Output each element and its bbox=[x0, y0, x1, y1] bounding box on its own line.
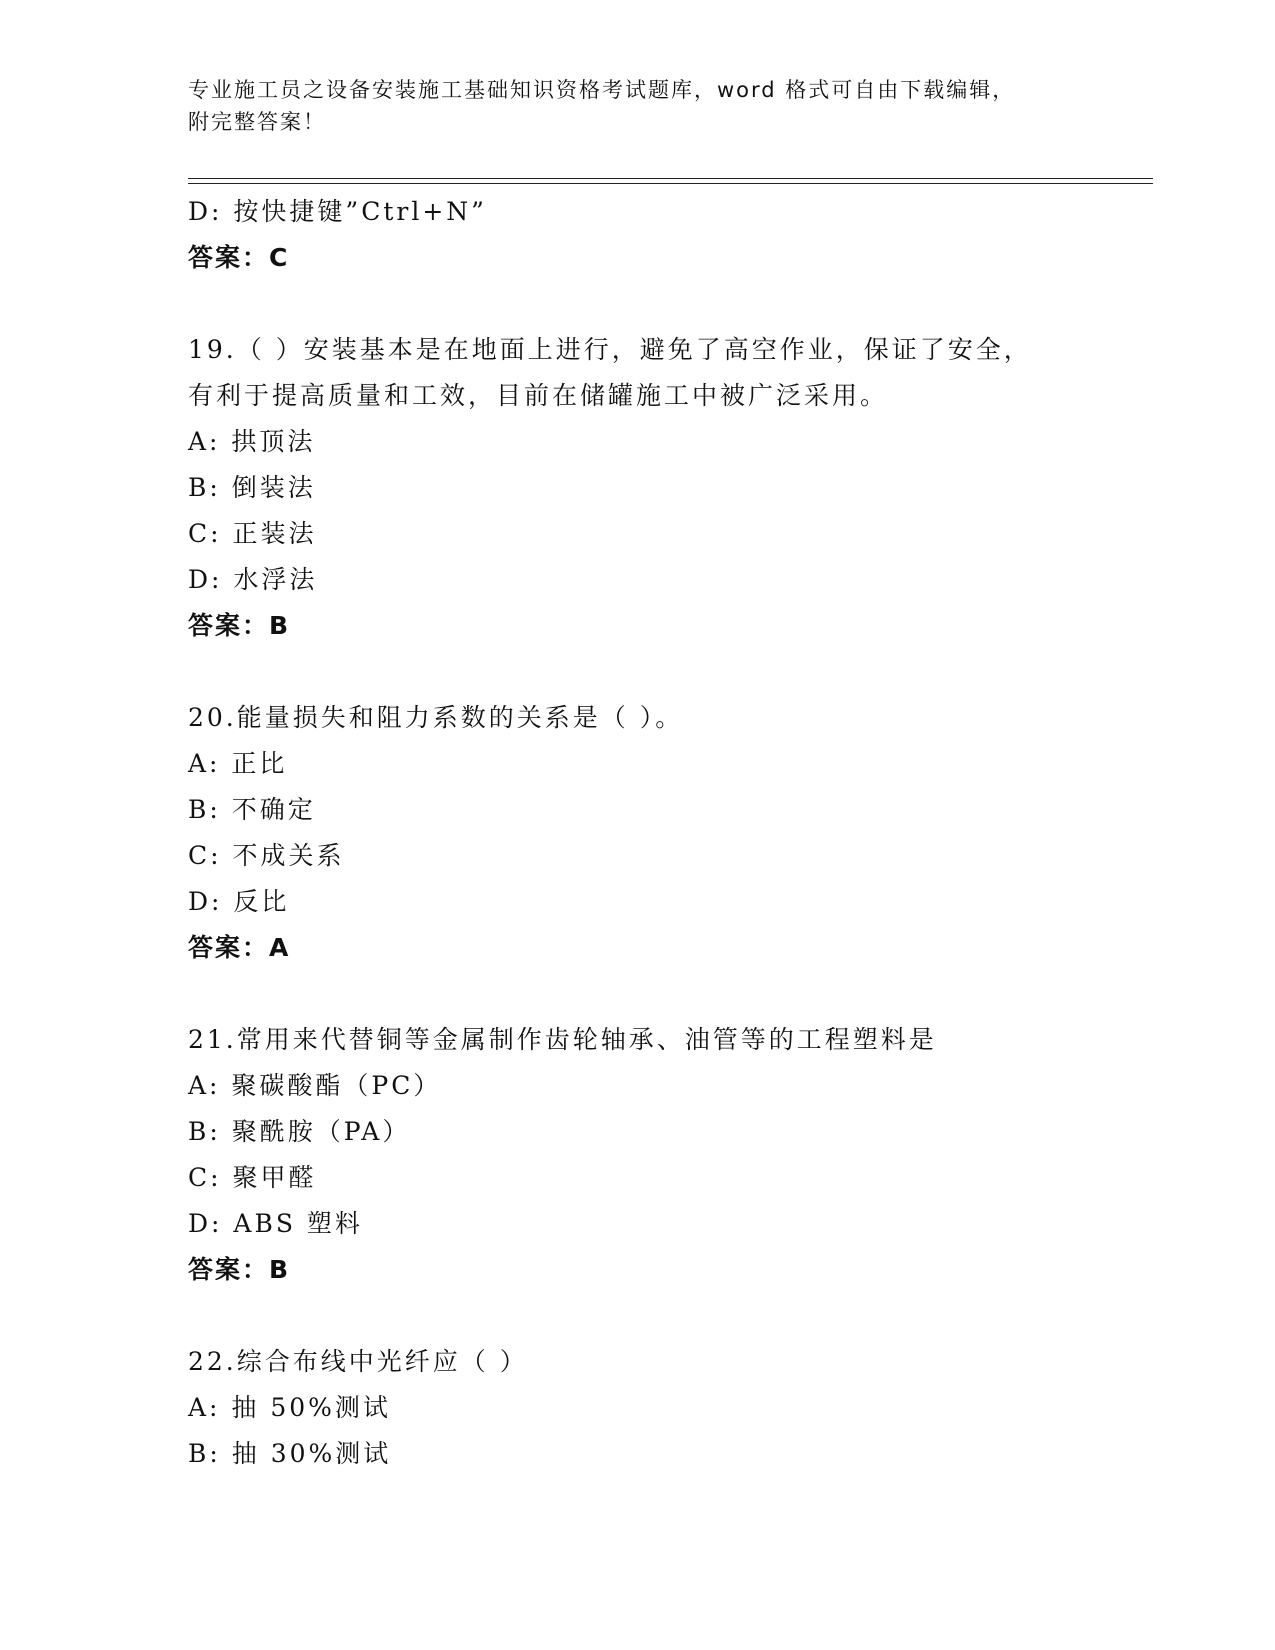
option-a: A: 拱顶法 bbox=[188, 427, 316, 456]
option-d: D: 水浮法 bbox=[188, 565, 318, 594]
option-a: A: 正比 bbox=[188, 749, 288, 778]
header-line-2: 附完整答案！ bbox=[188, 110, 326, 134]
question-stem: 20.能量损失和阻力系数的关系是（ ）。 bbox=[188, 703, 684, 732]
prev-answer: 答案：C bbox=[188, 243, 290, 272]
question-22 bbox=[188, 1339, 1153, 1477]
spacer bbox=[188, 281, 1153, 327]
option-d: D: ABS 塑料 bbox=[188, 1209, 363, 1238]
option-b: B: 倒装法 bbox=[188, 473, 316, 502]
spacer bbox=[188, 971, 1153, 1017]
option-a: A: 聚碳酸酯（PC） bbox=[188, 1071, 442, 1100]
document-header bbox=[188, 74, 1088, 138]
answer: 答案：A bbox=[188, 933, 291, 962]
question-stem: 21.常用来代替铜等金属制作齿轮轴承、油管等的工程塑料是 bbox=[188, 1025, 937, 1054]
option-c: C: 聚甲醛 bbox=[188, 1163, 317, 1192]
question-stem-cont: 有利于提高质量和工效，目前在储罐施工中被广泛采用。 bbox=[188, 381, 889, 410]
header-line-1: 专业施工员之设备安装施工基础知识资格考试题库，word 格式可自由下载编辑， bbox=[188, 78, 1016, 102]
option-b: B: 不确定 bbox=[188, 795, 316, 824]
option-b: B: 聚酰胺（PA） bbox=[188, 1117, 411, 1146]
question-stem: 19.（ ）安装基本是在地面上进行，避免了高空作业，保证了安全， bbox=[188, 335, 1032, 364]
question-stem: 22.综合布线中光纤应（ ） bbox=[188, 1347, 528, 1376]
spacer bbox=[188, 649, 1153, 695]
question-21 bbox=[188, 1017, 1153, 1293]
option-d: D: 反比 bbox=[188, 887, 290, 916]
answer: 答案：B bbox=[188, 1255, 291, 1284]
question-19 bbox=[188, 327, 1153, 649]
option-c: C: 正装法 bbox=[188, 519, 317, 548]
question-list bbox=[188, 189, 1153, 1477]
spacer bbox=[188, 1293, 1153, 1339]
answer: 答案：B bbox=[188, 611, 291, 640]
option-a: A: 抽 50%测试 bbox=[188, 1393, 391, 1422]
header-divider-bottom bbox=[188, 183, 1153, 184]
option-c: C: 不成关系 bbox=[188, 841, 345, 870]
question-20 bbox=[188, 695, 1153, 971]
prev-option-d: D: 按快捷键”Ctrl+N” bbox=[188, 197, 487, 226]
option-b: B: 抽 30%测试 bbox=[188, 1439, 392, 1468]
header-divider-top bbox=[188, 178, 1153, 179]
